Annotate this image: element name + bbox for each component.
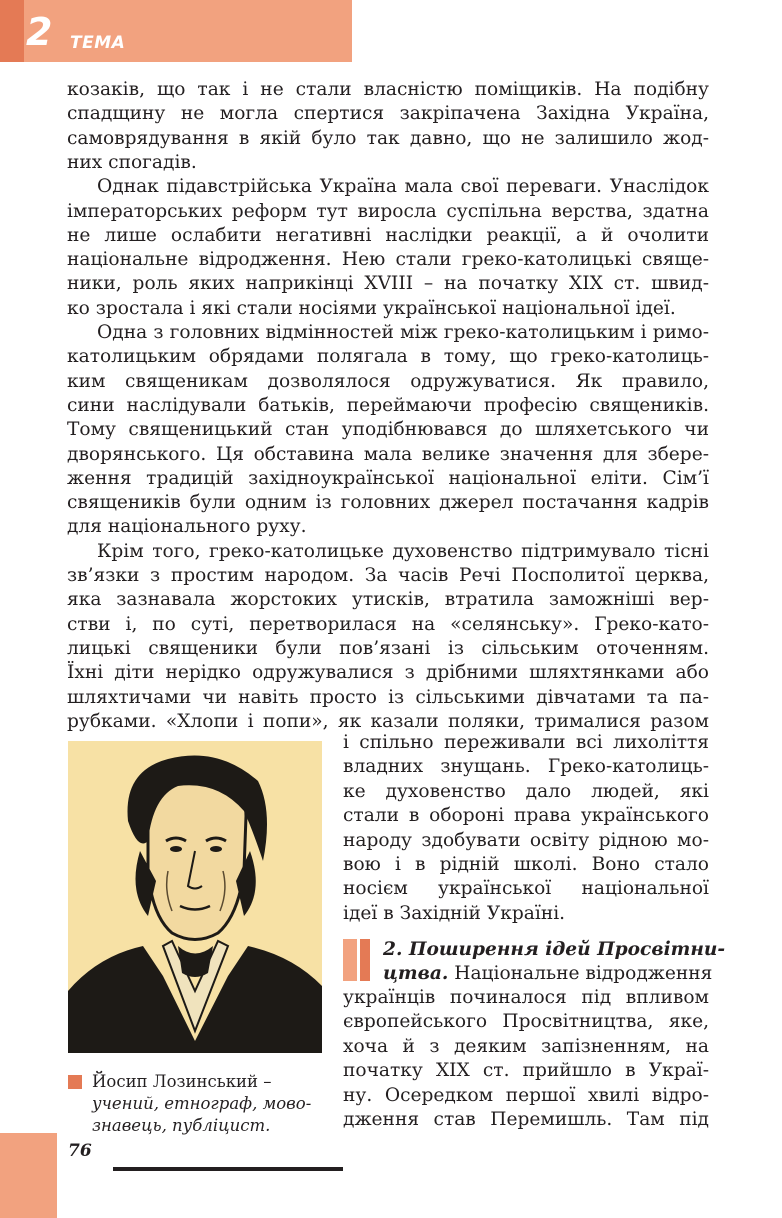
text-line: сини наслідували батьків, переймаючи професію священиків. — [67, 394, 709, 416]
text-line: лицькі священики були пов’язані із сільським оточенням. — [67, 637, 709, 659]
text-line: самоврядування в якій було так давно, що не залишило жод- — [67, 127, 709, 149]
caption-marker — [68, 1075, 82, 1089]
text-line: Крім того, греко-католицьке духовенство підтримувало тісні — [97, 540, 709, 562]
text-line: імператорських реформ тут виросла суспільна верства, здатна — [67, 200, 709, 222]
text-line: дження став Перемишль. Там під — [343, 1109, 709, 1130]
text-line: Тому священицький стан уподібнювався до шляхетського чи — [67, 419, 709, 441]
section-text: Національне відродження — [448, 963, 713, 984]
text-line: ження традицій західноукраїнської національної еліти. Сім’ї — [67, 467, 709, 489]
text-line: національне відродження. Нею стали греко-католицькі свяще- — [67, 249, 709, 271]
text-line: шляхтичами чи навіть просто із сільськими дівчатами та па- — [67, 686, 709, 708]
text-line: українців починалося під впливом — [343, 987, 709, 1008]
text-line: дворянського. Ця обставина мала велике значення для збере- — [67, 443, 709, 465]
section-marker-accent — [360, 939, 370, 981]
text-line: народу здобувати освіту рідною мо- — [343, 829, 709, 851]
text-line: рубками. «Хлопи і попи», як казали поляки, трималися разом — [67, 710, 709, 732]
text-line: стви і, по суті, перетворилася на «селянську». Греко-като- — [67, 613, 709, 635]
text-line: ну. Осередком першої хвилі відро- — [343, 1084, 709, 1106]
text-line: початку XIX ст. прийшло в Украї- — [343, 1060, 709, 1082]
text-line: козаків, що так і не стали власністю поміщиків. На подібну — [67, 79, 709, 100]
portrait-drawing — [68, 741, 322, 1053]
text-line: владних знущань. Греко-католиць- — [343, 756, 709, 778]
section-heading-cont: цтва. — [383, 963, 449, 984]
text-line: зв’язки з простим народом. За часів Речі Посполитої церква, — [67, 565, 709, 586]
text-line: католицьким обрядами полягала в тому, що греко-католиць- — [67, 346, 709, 368]
page-number: 76 — [68, 1141, 92, 1161]
text-line: ким священикам дозволялося одружуватися. Як правило, — [67, 370, 709, 392]
topic-label: ТЕМА — [70, 33, 126, 53]
text-line: Одна з головних відмінностей між греко-католицьким і римо- — [97, 322, 709, 343]
text-line: не лише ослабити негативні наслідки реакції, а й очолити — [67, 224, 709, 246]
caption-line-2: учений, етнограф, мово- — [92, 1094, 312, 1113]
text-line: Їхні діти нерідко одружувалися з дрібними шляхтянками або — [67, 662, 709, 684]
text-line: них спогадів. — [67, 151, 197, 173]
section-heading: 2. Поширення ідей Просвітни- — [383, 939, 726, 960]
text-line: європейського Просвітництва, яке, — [343, 1011, 709, 1033]
section-line-2 — [383, 962, 713, 986]
text-line: носієм української національної — [343, 878, 709, 900]
topic-tab-accent — [0, 0, 24, 62]
section-heading-line — [383, 938, 726, 962]
text-line: священиків були одним із головних джерел постачання кадрів — [67, 492, 709, 514]
text-line: яка зазнавала жорстоких утисків, втратила заможніші вер- — [67, 589, 709, 611]
footer-bar — [0, 1133, 57, 1218]
section-marker — [343, 939, 357, 981]
topic-number: 2 — [26, 10, 53, 54]
text-line: вою і в рідній школі. Воно стало — [343, 854, 709, 875]
text-line: і спільно переживали всі лихоліття — [343, 732, 709, 753]
footer-rule — [113, 1167, 343, 1171]
text-line: Однак підавстрійська Україна мала свої переваги. Унаслідок — [97, 176, 709, 198]
text-line: ники, роль яких наприкінці XVIII – на початку XIX ст. швид- — [67, 273, 709, 295]
text-line: спадщину не могла спертися закріпачена Західна Україна, — [67, 103, 709, 125]
caption-name: Йосип Лозинський – — [92, 1072, 272, 1091]
topic-tab — [0, 0, 352, 62]
portrait-image — [68, 741, 322, 1053]
text-line: ке духовенство дало людей, які — [343, 780, 709, 802]
caption-line-3: знавець, публіцист. — [92, 1116, 271, 1135]
text-line: ідеї в Західній Україні. — [343, 902, 566, 924]
text-line: для національного руху. — [67, 516, 307, 538]
text-line: ко зростала і які стали носіями української національної ідеї. — [67, 297, 676, 319]
text-line: хоча й з деяким запізненням, на — [343, 1035, 709, 1057]
text-line: стали в обороні права українського — [343, 805, 709, 827]
